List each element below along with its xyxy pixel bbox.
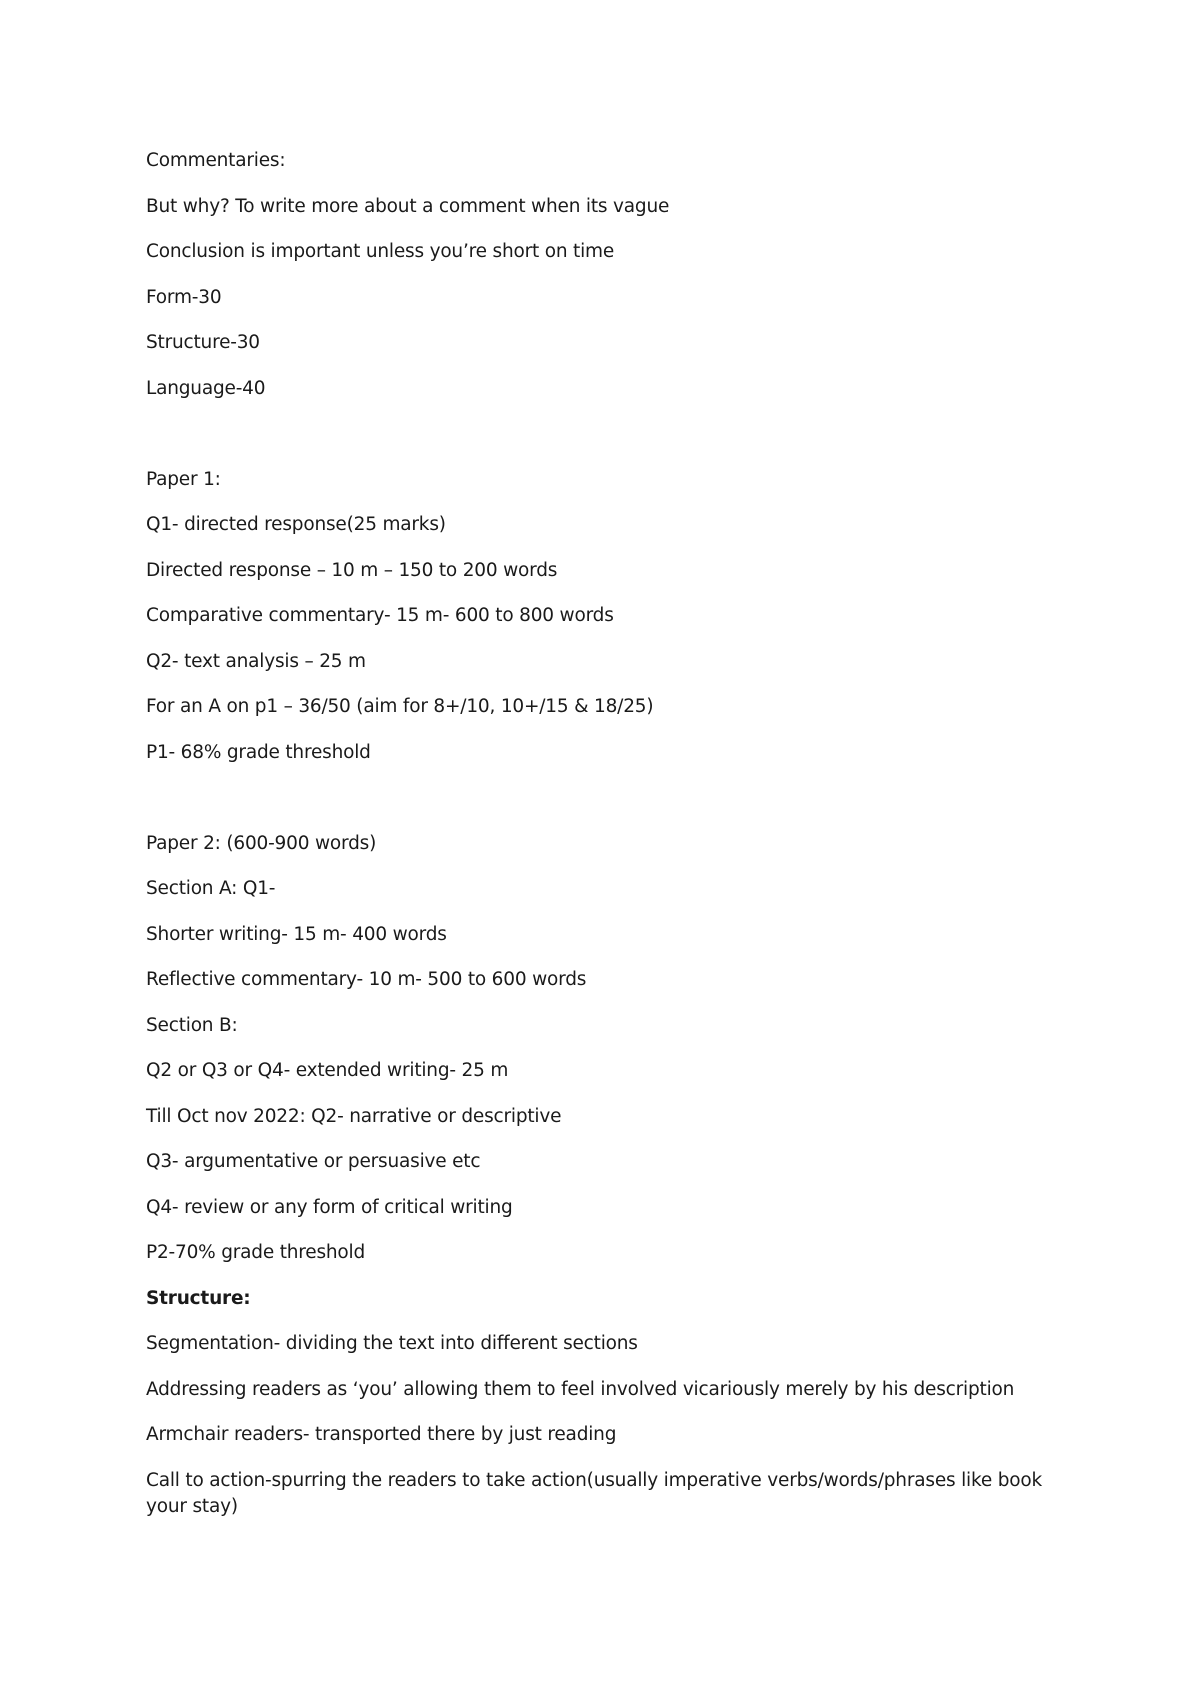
- text-line: Language-40: [146, 377, 266, 399]
- text-line: Q2- text analysis – 25 m: [146, 650, 366, 672]
- text-line: Shorter writing- 15 m- 400 words: [146, 923, 447, 945]
- text-line: Armchair readers- transported there by just reading: [146, 1424, 617, 1445]
- blank-line: [146, 785, 1066, 811]
- paper1-heading: Paper 1:: [146, 468, 221, 490]
- text-line: Q3- argumentative or persuasive etc: [146, 1151, 481, 1172]
- text-line: Q1- directed response(25 marks): [146, 514, 446, 535]
- text-line: Addressing readers as ‘you’ allowing them to feel involved vicariously merely by his description: [146, 1378, 1015, 1400]
- text-line: For an A on p1 – 36/50 (aim for 8+/10, 10+/15 & 18/25): [146, 696, 654, 717]
- text-line: Section A: Q1-: [146, 878, 276, 899]
- blank-line: [146, 421, 1066, 447]
- text-line: Comparative commentary- 15 m- 600 to 800 words: [146, 605, 614, 626]
- commentaries-heading: Commentaries:: [146, 150, 286, 171]
- text-line: P1- 68% grade threshold: [146, 741, 371, 763]
- text-line: Call to action-spurring the readers to take action(usually imperative verbs/words/phrases like book your stay): [146, 1469, 1043, 1517]
- text-line: Conclusion is important unless you’re short on time: [146, 241, 615, 262]
- text-line: Structure-30: [146, 332, 260, 353]
- structure-heading: Structure:: [146, 1287, 251, 1309]
- text-line: P2-70% grade threshold: [146, 1242, 366, 1263]
- text-line: Directed response – 10 m – 150 to 200 words: [146, 559, 558, 581]
- text-line: Form-30: [146, 286, 222, 308]
- text-line: Q2 or Q3 or Q4- extended writing- 25 m: [146, 1060, 509, 1081]
- paper2-heading: Paper 2: (600-900 words): [146, 832, 377, 854]
- document-body: [146, 148, 1066, 1539]
- text-line: Section B:: [146, 1014, 238, 1036]
- text-line: Till Oct nov 2022: Q2- narrative or descriptive: [146, 1105, 562, 1127]
- text-line: Reflective commentary- 10 m- 500 to 600 words: [146, 969, 587, 990]
- text-line: But why? To write more about a comment when its vague: [146, 195, 670, 217]
- text-line: Q4- review or any form of critical writing: [146, 1196, 513, 1218]
- text-line: Segmentation- dividing the text into different sections: [146, 1333, 638, 1354]
